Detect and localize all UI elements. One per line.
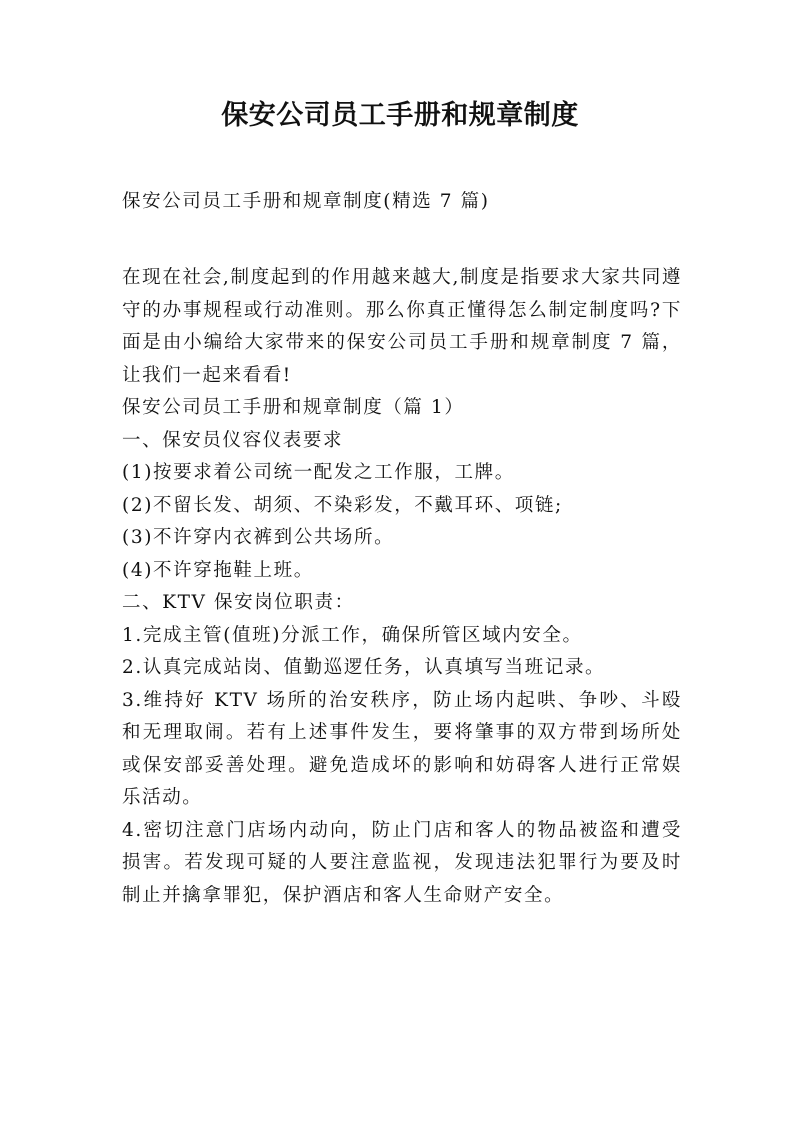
list-item: 3.维持好 KTV 场所的治安秩序，防止场内起哄、争吵、斗殴和无理取闹。若有上述事件发生，要将肇事的双方带到场所处或保安部妥善处理。避免造成坏的影响和妨碍客人进行正常娱乐活动。: [122, 689, 682, 808]
section-heading-appearance: 一、保安员仪容仪表要求: [122, 429, 344, 451]
list-item: (1)按要求着公司统一配发之工作服，工牌。: [122, 462, 515, 483]
document-title: 保安公司员工手册和规章制度: [221, 100, 579, 131]
list-item: (4)不许穿拖鞋上班。: [122, 559, 314, 581]
list-item: 1.完成主管(值班)分派工作，确保所管区域内安全。: [122, 624, 583, 646]
list-item: (2)不留长发、胡须、不染彩发，不戴耳环、项链;: [122, 494, 563, 516]
list-item: (3)不许穿内衣裤到公共场所。: [122, 527, 395, 548]
intro-paragraph: 在现在社会,制度起到的作用越来越大,制度是指要求大家共同遵守的办事规程或行动准则。那么你真正懂得怎么制定制度吗?下面是由小编给大家带来的保安公司员工手册和规章制度 7 篇，让我们一起来看看!: [122, 267, 682, 386]
document-body: [122, 262, 682, 912]
list-item: 2.认真完成站岗、值勤巡逻任务，认真填写当班记录。: [122, 657, 606, 678]
document-subtitle: 保安公司员工手册和规章制度(精选 7 篇): [122, 191, 490, 212]
list-item: 4.密切注意门店场内动向，防止门店和客人的物品被盗和遭受损害。若发现可疑的人要注意监视，发现违法犯罪行为要及时制止并擒拿罪犯，保护酒店和客人生命财产安全。: [122, 819, 682, 906]
section-heading-duties: 二、KTV 保安岗位职责：: [122, 592, 355, 613]
section-heading-part-1: 保安公司员工手册和规章制度（篇 1）: [122, 397, 465, 418]
